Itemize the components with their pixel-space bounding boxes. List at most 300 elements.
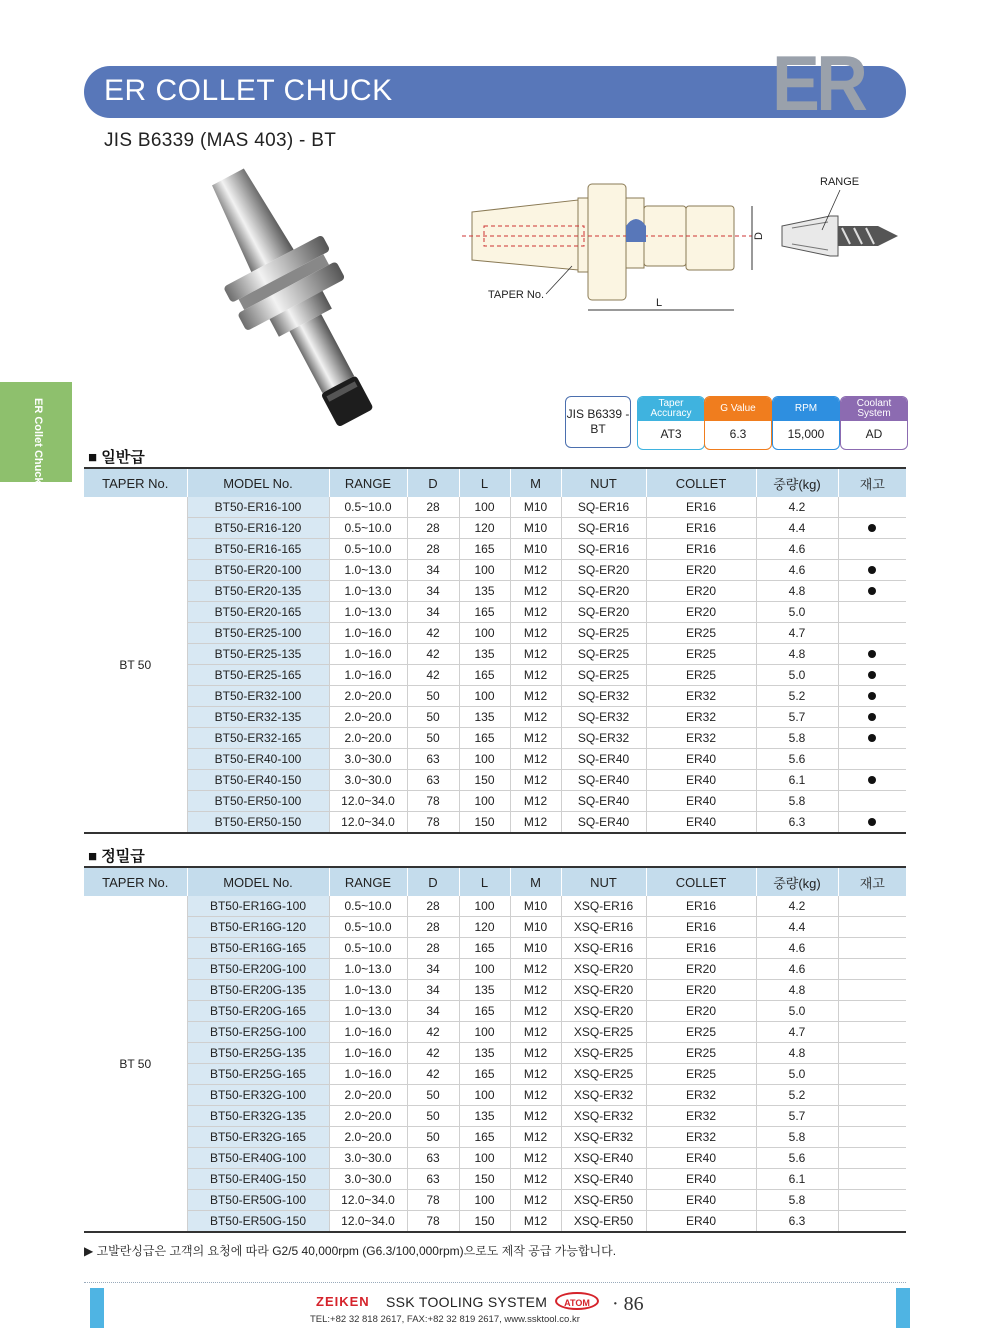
table-cell: 28 <box>407 917 459 938</box>
table-cell: ER16 <box>646 896 756 917</box>
stock-cell <box>838 749 906 770</box>
table-row <box>84 917 906 938</box>
table-row <box>84 686 906 707</box>
table-cell: M10 <box>510 917 561 938</box>
table-cell: 100 <box>459 1022 510 1043</box>
stock-cell <box>838 644 906 665</box>
table-cell: 100 <box>459 791 510 812</box>
table-cell: 5.8 <box>756 1190 838 1211</box>
table-header-row <box>84 867 906 896</box>
table-row <box>84 1190 906 1211</box>
table-cell: 42 <box>407 1064 459 1085</box>
model-cell: BT50-ER20-165 <box>187 602 329 623</box>
stock-cell <box>838 1106 906 1127</box>
table-cell: XSQ-ER20 <box>561 959 646 980</box>
model-cell: BT50-ER16-120 <box>187 518 329 539</box>
table-cell: 28 <box>407 539 459 560</box>
table-cell: 50 <box>407 728 459 749</box>
table-cell: M10 <box>510 497 561 518</box>
table-cell: ER20 <box>646 560 756 581</box>
taper-cell: BT 50 <box>119 657 152 672</box>
spec-coolant <box>840 396 908 450</box>
column-header: 중량(kg) <box>756 867 838 896</box>
table-cell: 165 <box>459 728 510 749</box>
model-cell: BT50-ER32-100 <box>187 686 329 707</box>
table-row <box>84 1022 906 1043</box>
table-cell: 165 <box>459 938 510 959</box>
table-cell: ER16 <box>646 539 756 560</box>
table-cell: SQ-ER40 <box>561 749 646 770</box>
column-header: NUT <box>561 468 646 497</box>
table-row <box>84 1043 906 1064</box>
taper-no-label: TAPER No. <box>488 289 545 301</box>
table-cell: 42 <box>407 644 459 665</box>
table-cell: M12 <box>510 791 561 812</box>
table-row <box>84 1169 906 1190</box>
table-row <box>84 1148 906 1169</box>
table-cell: ER40 <box>646 812 756 834</box>
table-cell: 0.5~10.0 <box>329 518 407 539</box>
table-cell: 12.0~34.0 <box>329 791 407 812</box>
stock-cell <box>838 917 906 938</box>
table-cell: SQ-ER20 <box>561 602 646 623</box>
model-cell: BT50-ER25G-165 <box>187 1064 329 1085</box>
table-cell: M12 <box>510 1127 561 1148</box>
model-cell: BT50-ER40G-150 <box>187 1169 329 1190</box>
atom-logo: ATOM <box>555 1292 599 1310</box>
table-cell: 5.0 <box>756 1001 838 1022</box>
table-cell: 135 <box>459 644 510 665</box>
table-cell: 63 <box>407 1148 459 1169</box>
table-cell: M10 <box>510 539 561 560</box>
table-cell: 4.2 <box>756 497 838 518</box>
table-cell: 4.6 <box>756 959 838 980</box>
table-cell: ER32 <box>646 1085 756 1106</box>
model-cell: BT50-ER25G-135 <box>187 1043 329 1064</box>
spec-coolant-value: AD <box>865 427 883 441</box>
table-cell: M12 <box>510 686 561 707</box>
model-cell: BT50-ER20-100 <box>187 560 329 581</box>
table-cell: 100 <box>459 623 510 644</box>
in-stock-dot <box>868 818 876 826</box>
table-row <box>84 602 906 623</box>
table-cell: 100 <box>459 1085 510 1106</box>
table-cell: 42 <box>407 1043 459 1064</box>
column-header: COLLET <box>646 468 756 497</box>
taper-cell: BT 50 <box>119 1056 152 1071</box>
stock-cell <box>838 959 906 980</box>
table-cell: 4.7 <box>756 1022 838 1043</box>
table-cell: SQ-ER16 <box>561 539 646 560</box>
dimension-l-label: L <box>656 297 663 309</box>
table-cell: ER40 <box>646 1169 756 1190</box>
model-cell: BT50-ER32-135 <box>187 707 329 728</box>
stock-cell <box>838 560 906 581</box>
page-subtitle: JIS B6339 (MAS 403) - BT <box>104 130 337 151</box>
table-cell: M12 <box>510 1043 561 1064</box>
table-cell: M12 <box>510 1211 561 1233</box>
table-row <box>84 1106 906 1127</box>
table-cell: 1.0~13.0 <box>329 602 407 623</box>
in-stock-dot <box>868 671 876 679</box>
stock-cell <box>838 623 906 644</box>
table-cell: 2.0~20.0 <box>329 728 407 749</box>
table-row <box>84 896 906 917</box>
table-cell: 135 <box>459 1043 510 1064</box>
table-cell: 135 <box>459 707 510 728</box>
page-title: ER COLLET CHUCK <box>104 74 393 107</box>
footer-bar-left <box>90 1288 104 1328</box>
table-cell: ER20 <box>646 980 756 1001</box>
table-cell: 4.4 <box>756 917 838 938</box>
table-cell: 100 <box>459 749 510 770</box>
stock-cell <box>838 1064 906 1085</box>
table-cell: M12 <box>510 1148 561 1169</box>
column-header: 중량(kg) <box>756 468 838 497</box>
technical-drawing <box>462 170 902 320</box>
table-cell: 1.0~13.0 <box>329 560 407 581</box>
table-cell: 1.0~13.0 <box>329 1001 407 1022</box>
table-cell: ER20 <box>646 959 756 980</box>
table-cell: M12 <box>510 1085 561 1106</box>
table-cell: ER20 <box>646 602 756 623</box>
spec-rpm-value: 15,000 <box>787 427 825 441</box>
stock-cell <box>838 581 906 602</box>
table-cell: 50 <box>407 1127 459 1148</box>
table-cell: 28 <box>407 938 459 959</box>
table-cell: 5.0 <box>756 1064 838 1085</box>
table-cell: XSQ-ER25 <box>561 1022 646 1043</box>
column-header: COLLET <box>646 867 756 896</box>
table-cell: M10 <box>510 518 561 539</box>
model-cell: BT50-ER40G-100 <box>187 1148 329 1169</box>
column-header: M <box>510 468 561 497</box>
table-cell: 12.0~34.0 <box>329 1190 407 1211</box>
table-row <box>84 980 906 1001</box>
table-cell: M12 <box>510 1190 561 1211</box>
model-cell: BT50-ER16G-165 <box>187 938 329 959</box>
table-cell: 5.8 <box>756 791 838 812</box>
table-cell: 165 <box>459 1127 510 1148</box>
model-cell: BT50-ER40-100 <box>187 749 329 770</box>
column-header: 재고 <box>838 867 906 896</box>
model-cell: BT50-ER25G-100 <box>187 1022 329 1043</box>
dimension-d-label: D <box>753 232 765 240</box>
column-header: TAPER No. <box>84 468 187 497</box>
spec-taper-accuracy <box>637 396 705 450</box>
table-cell: ER25 <box>646 665 756 686</box>
table-row <box>84 707 906 728</box>
table-cell: ER25 <box>646 1022 756 1043</box>
table-cell: SQ-ER25 <box>561 644 646 665</box>
table-cell: 78 <box>407 1190 459 1211</box>
table-cell: 1.0~16.0 <box>329 1043 407 1064</box>
table-cell: 28 <box>407 518 459 539</box>
table-cell: 50 <box>407 707 459 728</box>
table-cell: 6.1 <box>756 770 838 791</box>
table-cell: SQ-ER32 <box>561 686 646 707</box>
table-cell: XSQ-ER20 <box>561 1001 646 1022</box>
table-cell: M12 <box>510 707 561 728</box>
table-cell: 135 <box>459 581 510 602</box>
table-cell: 3.0~30.0 <box>329 1169 407 1190</box>
model-cell: BT50-ER16G-100 <box>187 896 329 917</box>
table-cell: 165 <box>459 539 510 560</box>
section-precision-label: ■ 정밀급 <box>88 848 145 865</box>
table-row <box>84 1085 906 1106</box>
table-cell: 120 <box>459 518 510 539</box>
spec-taper-accuracy-label: Taper Accuracy <box>638 397 704 421</box>
table-cell: 6.3 <box>756 812 838 834</box>
table-cell: ER25 <box>646 1043 756 1064</box>
table-cell: 42 <box>407 623 459 644</box>
stock-cell <box>838 1148 906 1169</box>
general-table <box>84 467 906 834</box>
table-cell: 5.6 <box>756 1148 838 1169</box>
table-cell: 34 <box>407 560 459 581</box>
table-cell: 100 <box>459 497 510 518</box>
stock-cell <box>838 812 906 834</box>
stock-cell <box>838 497 906 518</box>
table-cell: 1.0~13.0 <box>329 980 407 1001</box>
table-cell: 63 <box>407 1169 459 1190</box>
table-cell: ER40 <box>646 1211 756 1233</box>
table-row <box>84 497 906 518</box>
table-cell: SQ-ER16 <box>561 497 646 518</box>
model-cell: BT50-ER20-135 <box>187 581 329 602</box>
table-cell: 34 <box>407 980 459 1001</box>
table-cell: 150 <box>459 770 510 791</box>
table-row <box>84 1127 906 1148</box>
table-cell: ER32 <box>646 1106 756 1127</box>
stock-cell <box>838 1211 906 1233</box>
spec-coolant-label: Coolant System <box>841 397 907 421</box>
table-cell: 28 <box>407 497 459 518</box>
in-stock-dot <box>868 566 876 574</box>
table-cell: 150 <box>459 812 510 834</box>
spec-taper-accuracy-value: AT3 <box>660 427 682 441</box>
table-row <box>84 959 906 980</box>
table-header-row <box>84 468 906 497</box>
table-cell: SQ-ER40 <box>561 791 646 812</box>
range-label: RANGE <box>820 176 860 188</box>
table-cell: M12 <box>510 980 561 1001</box>
spec-g-value <box>704 396 772 450</box>
table-cell: XSQ-ER32 <box>561 1085 646 1106</box>
in-stock-dot <box>868 692 876 700</box>
section-mark: ER <box>772 39 865 127</box>
table-cell: 100 <box>459 959 510 980</box>
table-cell: SQ-ER20 <box>561 581 646 602</box>
table-cell: M12 <box>510 581 561 602</box>
table-cell: 12.0~34.0 <box>329 1211 407 1233</box>
brand-logo: ZEIKEN <box>316 1294 370 1309</box>
model-cell: BT50-ER25-165 <box>187 665 329 686</box>
table-cell: 1.0~16.0 <box>329 665 407 686</box>
table-cell: 4.6 <box>756 539 838 560</box>
stock-cell <box>838 1001 906 1022</box>
table-cell: 34 <box>407 602 459 623</box>
table-cell: 4.8 <box>756 980 838 1001</box>
model-cell: BT50-ER16-165 <box>187 539 329 560</box>
stock-cell <box>838 770 906 791</box>
table-cell: 5.2 <box>756 1085 838 1106</box>
table-cell: ER25 <box>646 1064 756 1085</box>
table-cell: XSQ-ER32 <box>561 1106 646 1127</box>
table-row <box>84 581 906 602</box>
stock-cell <box>838 1127 906 1148</box>
table-cell: XSQ-ER32 <box>561 1127 646 1148</box>
table-cell: M12 <box>510 602 561 623</box>
table-row <box>84 770 906 791</box>
table-cell: 5.2 <box>756 686 838 707</box>
stock-cell <box>838 707 906 728</box>
table-cell: XSQ-ER16 <box>561 917 646 938</box>
table-cell: ER32 <box>646 707 756 728</box>
table-cell: 1.0~16.0 <box>329 1064 407 1085</box>
stock-cell <box>838 602 906 623</box>
table-cell: ER40 <box>646 1190 756 1211</box>
table-cell: M12 <box>510 812 561 834</box>
table-row <box>84 560 906 581</box>
table-cell: 50 <box>407 686 459 707</box>
table-cell: 2.0~20.0 <box>329 686 407 707</box>
in-stock-dot <box>868 650 876 658</box>
stock-cell <box>838 518 906 539</box>
table-row <box>84 1001 906 1022</box>
model-cell: BT50-ER32-165 <box>187 728 329 749</box>
page-number: · 86 <box>612 1293 644 1315</box>
stock-cell <box>838 980 906 1001</box>
table-cell: 0.5~10.0 <box>329 539 407 560</box>
table-cell: ER32 <box>646 686 756 707</box>
table-cell: ER16 <box>646 938 756 959</box>
table-cell: XSQ-ER25 <box>561 1064 646 1085</box>
column-header: MODEL No. <box>187 867 329 896</box>
column-header: M <box>510 867 561 896</box>
spec-rpm-label: RPM <box>773 397 839 421</box>
column-header: TAPER No. <box>84 867 187 896</box>
stock-cell <box>838 728 906 749</box>
model-cell: BT50-ER32G-135 <box>187 1106 329 1127</box>
table-cell: 150 <box>459 1211 510 1233</box>
table-cell: 5.7 <box>756 1106 838 1127</box>
table-cell: M12 <box>510 728 561 749</box>
table-cell: XSQ-ER50 <box>561 1211 646 1233</box>
table-cell: 100 <box>459 896 510 917</box>
table-cell: 78 <box>407 1211 459 1233</box>
table-cell: XSQ-ER20 <box>561 980 646 1001</box>
table-cell: 2.0~20.0 <box>329 707 407 728</box>
table-cell: 3.0~30.0 <box>329 770 407 791</box>
stock-cell <box>838 1169 906 1190</box>
precision-table <box>84 866 906 1233</box>
table-cell: XSQ-ER50 <box>561 1190 646 1211</box>
table-cell: 0.5~10.0 <box>329 917 407 938</box>
table-cell: 1.0~16.0 <box>329 623 407 644</box>
table-cell: M12 <box>510 1001 561 1022</box>
table-cell: ER40 <box>646 791 756 812</box>
table-cell: M12 <box>510 665 561 686</box>
column-header: L <box>459 867 510 896</box>
table-cell: 120 <box>459 917 510 938</box>
table-cell: 0.5~10.0 <box>329 896 407 917</box>
table-row <box>84 791 906 812</box>
in-stock-dot <box>868 776 876 784</box>
table-cell: M12 <box>510 1064 561 1085</box>
table-cell: 2.0~20.0 <box>329 1106 407 1127</box>
model-cell: BT50-ER25-135 <box>187 644 329 665</box>
table-cell: 5.8 <box>756 1127 838 1148</box>
table-cell: SQ-ER32 <box>561 707 646 728</box>
spec-g-value-label: G Value <box>705 397 771 421</box>
model-cell: BT50-ER16-100 <box>187 497 329 518</box>
table-cell: 50 <box>407 1106 459 1127</box>
model-cell: BT50-ER20G-100 <box>187 959 329 980</box>
table-cell: M12 <box>510 1022 561 1043</box>
table-cell: M12 <box>510 1106 561 1127</box>
table-cell: 5.8 <box>756 728 838 749</box>
table-cell: 42 <box>407 665 459 686</box>
column-header: RANGE <box>329 867 407 896</box>
footer-contact: TEL:+82 32 818 2617, FAX:+82 32 819 2617, www.ssktool.co.kr <box>310 1314 580 1325</box>
model-cell: BT50-ER40-150 <box>187 770 329 791</box>
table-cell: 1.0~13.0 <box>329 581 407 602</box>
spec-standard: JIS B6339 - BT <box>565 396 631 448</box>
table-cell: M12 <box>510 644 561 665</box>
table-cell: SQ-ER40 <box>561 770 646 791</box>
table-cell: M12 <box>510 1169 561 1190</box>
table-cell: 2.0~20.0 <box>329 1085 407 1106</box>
table-cell: 28 <box>407 896 459 917</box>
column-header: D <box>407 867 459 896</box>
in-stock-dot <box>868 734 876 742</box>
model-cell: BT50-ER32G-165 <box>187 1127 329 1148</box>
table-cell: M12 <box>510 749 561 770</box>
table-cell: 5.6 <box>756 749 838 770</box>
table-cell: ER16 <box>646 497 756 518</box>
table-cell: 135 <box>459 1106 510 1127</box>
table-cell: 4.8 <box>756 644 838 665</box>
stock-cell <box>838 791 906 812</box>
table-cell: M10 <box>510 938 561 959</box>
table-cell: 1.0~16.0 <box>329 644 407 665</box>
table-row <box>84 938 906 959</box>
table-cell: 3.0~30.0 <box>329 1148 407 1169</box>
table-cell: 165 <box>459 1001 510 1022</box>
column-header: L <box>459 468 510 497</box>
table-cell: M12 <box>510 959 561 980</box>
table-row <box>84 539 906 560</box>
model-cell: BT50-ER50-100 <box>187 791 329 812</box>
table-cell: 4.2 <box>756 896 838 917</box>
table-cell: M10 <box>510 896 561 917</box>
table-cell: 63 <box>407 749 459 770</box>
column-header: RANGE <box>329 468 407 497</box>
table-cell: 5.0 <box>756 665 838 686</box>
table-cell: ER25 <box>646 644 756 665</box>
table-cell: 12.0~34.0 <box>329 812 407 834</box>
table-cell: 4.4 <box>756 518 838 539</box>
footer-divider <box>84 1282 906 1283</box>
table-cell: 100 <box>459 560 510 581</box>
table-cell: 2.0~20.0 <box>329 1127 407 1148</box>
table-cell: 5.7 <box>756 707 838 728</box>
footer-bar-right <box>896 1288 910 1328</box>
table-row <box>84 728 906 749</box>
model-cell: BT50-ER20G-165 <box>187 1001 329 1022</box>
table-row <box>84 518 906 539</box>
